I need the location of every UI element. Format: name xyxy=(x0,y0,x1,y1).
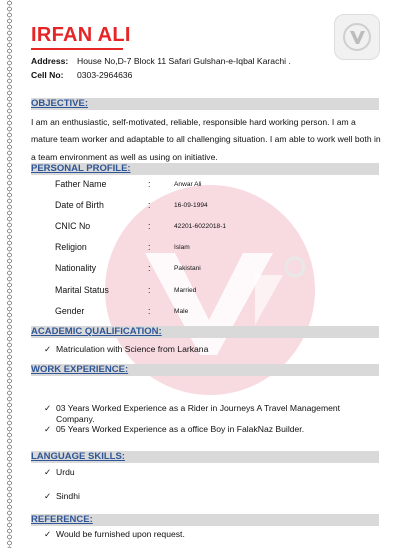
checkmark-icon: ✓ xyxy=(44,344,52,354)
list-item xyxy=(44,491,374,502)
list-item-text: 05 Years Worked Experience as a office Boy in FalakNaz Builder. xyxy=(56,424,305,434)
checkmark-icon: ✓ xyxy=(44,491,52,501)
candidate-name: IRFAN ALI xyxy=(31,24,131,46)
list-item xyxy=(44,424,374,435)
personal-profile-heading: PERSONAL PROFILE: xyxy=(31,163,131,174)
profile-colon: : xyxy=(148,242,151,252)
list-item-text: Matriculation with Science from Larkana xyxy=(56,344,209,354)
list-item-text: Would be furnished upon request. xyxy=(56,529,185,539)
profile-value: Anwar Ali xyxy=(174,181,202,188)
list-item-text: Sindhi xyxy=(56,491,80,501)
experience-heading: WORK EXPERIENCE: xyxy=(31,364,129,375)
profile-row xyxy=(55,263,355,277)
address-line xyxy=(31,56,291,66)
profile-label: Father Name xyxy=(55,179,107,189)
profile-colon: : xyxy=(148,221,151,231)
checkmark-icon: ✓ xyxy=(44,529,52,539)
profile-value: Male xyxy=(174,308,189,315)
cell-line xyxy=(31,70,132,80)
list-item-text: Urdu xyxy=(56,467,75,477)
profile-colon: : xyxy=(148,179,151,189)
profile-label: Nationality xyxy=(55,263,97,273)
profile-value: Islam xyxy=(174,244,190,251)
cell-value: 0303-2964636 xyxy=(77,70,133,80)
checkmark-icon: ✓ xyxy=(44,403,52,413)
objective-text: I am an enthusiastic, self-motivated, reliable, responsible hard working person. I am a mature team worker and adaptable to all challenging situation. I am able to work well both in a team environment as well as using on initiative. xyxy=(31,117,381,162)
profile-label: Religion xyxy=(55,242,87,252)
profile-colon: : xyxy=(148,306,151,316)
list-item xyxy=(44,403,374,425)
profile-row xyxy=(55,221,355,235)
corner-logo xyxy=(334,14,380,60)
reference-heading: REFERENCE: xyxy=(31,514,93,525)
profile-row xyxy=(55,306,355,320)
profile-row xyxy=(55,179,355,193)
profile-value: 16-09-1994 xyxy=(174,202,208,209)
profile-value: 42201-6022018-1 xyxy=(174,223,227,230)
name-underline xyxy=(31,48,123,50)
profile-label: Gender xyxy=(55,306,85,316)
profile-row xyxy=(55,242,355,256)
profile-label: Marital Status xyxy=(55,285,109,295)
objective-heading: OBJECTIVE: xyxy=(31,98,89,109)
profile-row xyxy=(55,200,355,214)
list-item xyxy=(44,529,374,540)
decorative-page-border xyxy=(6,0,13,548)
address-value: House No,D-7 Block 11 Safari Gulshan-e-Iqbal Karachi . xyxy=(77,56,291,66)
profile-colon: : xyxy=(148,200,151,210)
profile-label: Date of Birth xyxy=(55,200,104,210)
list-item xyxy=(44,467,374,478)
list-item-text: 03 Years Worked Experience as a Rider in Journeys A Travel Management Company. xyxy=(56,403,341,424)
profile-row xyxy=(55,285,355,299)
checkmark-icon: ✓ xyxy=(44,467,52,477)
profile-value: Married xyxy=(174,287,197,294)
v-logo-icon xyxy=(335,15,379,59)
profile-value: Pakistani xyxy=(174,265,201,272)
list-item xyxy=(44,344,374,355)
profile-colon: : xyxy=(148,285,151,295)
checkmark-icon: ✓ xyxy=(44,424,52,434)
profile-label: CNIC No xyxy=(55,221,91,231)
cell-label: Cell No: xyxy=(31,70,64,80)
address-label: Address: xyxy=(31,56,69,66)
academic-heading: ACADEMIC QUALIFICATION: xyxy=(31,326,162,337)
profile-colon: : xyxy=(148,263,151,273)
language-heading: LANGUAGE SKILLS: xyxy=(31,451,125,462)
